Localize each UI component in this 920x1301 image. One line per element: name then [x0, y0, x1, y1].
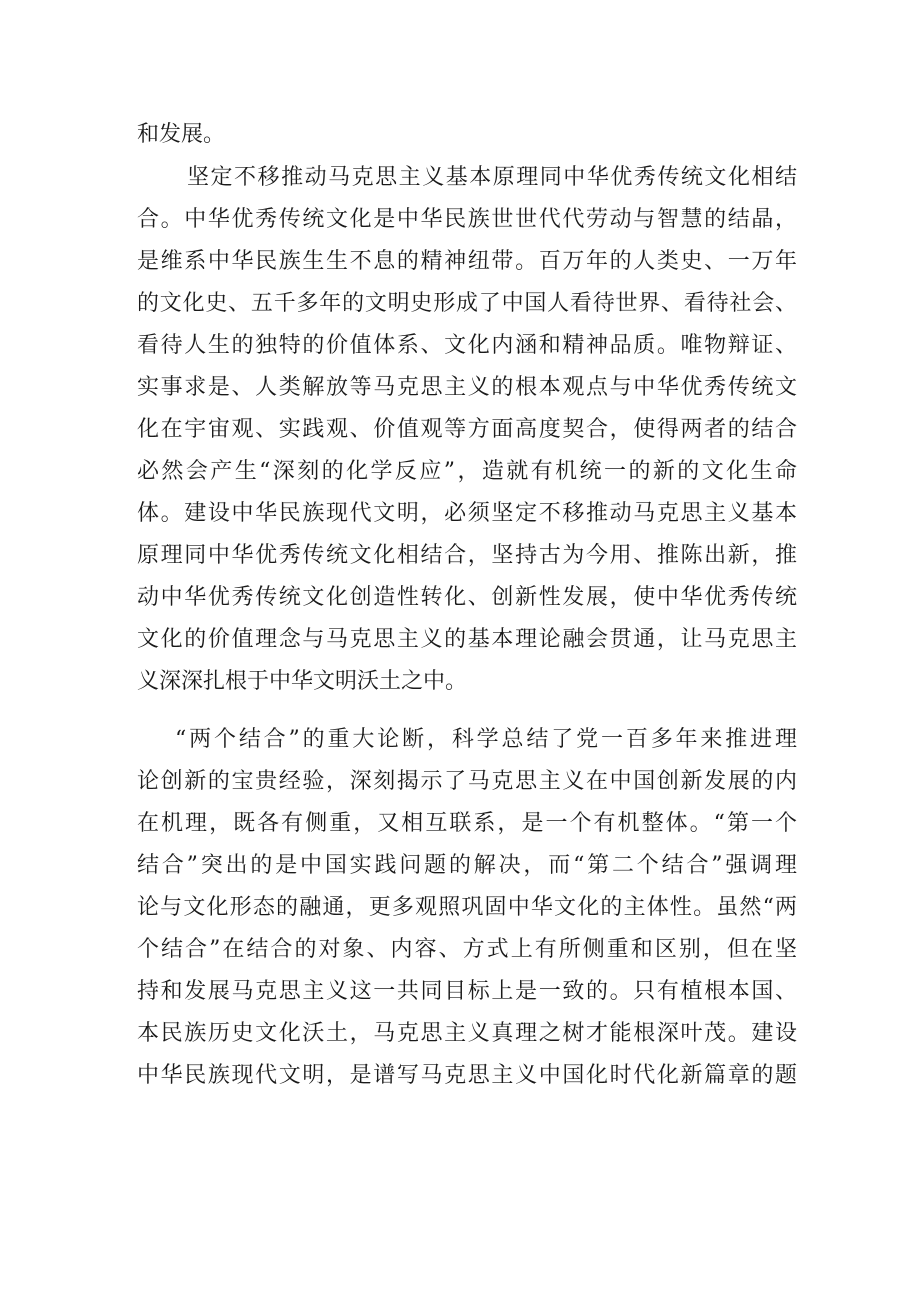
text-line: 实事求是、人类解放等马克思主义的根本观点与中华优秀传统文	[137, 375, 797, 400]
text-line: 是维系中华民族生生不息的精神纽带。百万年的人类史、一万年	[137, 249, 797, 274]
text-line: 中华民族现代文明，是谱写马克思主义中国化时代化新篇章的题	[137, 1063, 797, 1088]
text-line: 动中华优秀传统文化创造性转化、创新性发展，使中华优秀传统	[137, 585, 797, 610]
text-line: 合。中华优秀传统文化是中华民族世世代代劳动与智慧的结晶，	[137, 207, 797, 232]
text-line: 和发展。	[137, 122, 226, 147]
text-line: 文化的价值理念与马克思主义的基本理论融会贯通，让马克思主	[137, 627, 797, 652]
text-line: 结合”突出的是中国实践问题的解决，而“第二个结合”强调理	[137, 853, 797, 878]
text-line: 的文化史、五千多年的文明史形成了中国人看待世界、看待社会、	[137, 291, 797, 316]
text-line: 看待人生的独特的价值体系、文化内涵和精神品质。唯物辩证、	[137, 333, 797, 358]
text-line: 义深深扎根于中华文明沃土之中。	[137, 669, 468, 694]
paragraph-first-line: 坚定不移推动马克思主义基本原理同中华优秀传统文化相结	[187, 165, 797, 190]
text-line: 体。建设中华民族现代文明，必须坚定不移推动马克思主义基本	[137, 501, 797, 526]
text-line: 在机理，既各有侧重，又相互联系，是一个有机整体。“第一个	[137, 811, 797, 836]
text-line: 化在宇宙观、实践观、价值观等方面高度契合，使得两者的结合	[137, 417, 797, 442]
text-line: 必然会产生“深刻的化学反应”，造就有机统一的新的文化生命	[137, 459, 797, 484]
text-line: 原理同中华优秀传统文化相结合，坚持古为今用、推陈出新，推	[137, 543, 797, 568]
text-line: 本民族历史文化沃土，马克思主义真理之树才能根深叶茂。建设	[137, 1021, 797, 1046]
text-line: 持和发展马克思主义这一共同目标上是一致的。只有植根本国、	[137, 979, 797, 1004]
text-line: 个结合”在结合的对象、内容、方式上有所侧重和区别，但在坚	[137, 937, 797, 962]
text-line: 论创新的宝贵经验，深刻揭示了马克思主义在中国创新发展的内	[137, 769, 797, 794]
paragraph-first-line: “两个结合”的重大论断，科学总结了党一百多年来推进理	[175, 727, 797, 752]
text-line: 论与文化形态的融通，更多观照巩固中华文化的主体性。虽然“两	[137, 895, 797, 920]
